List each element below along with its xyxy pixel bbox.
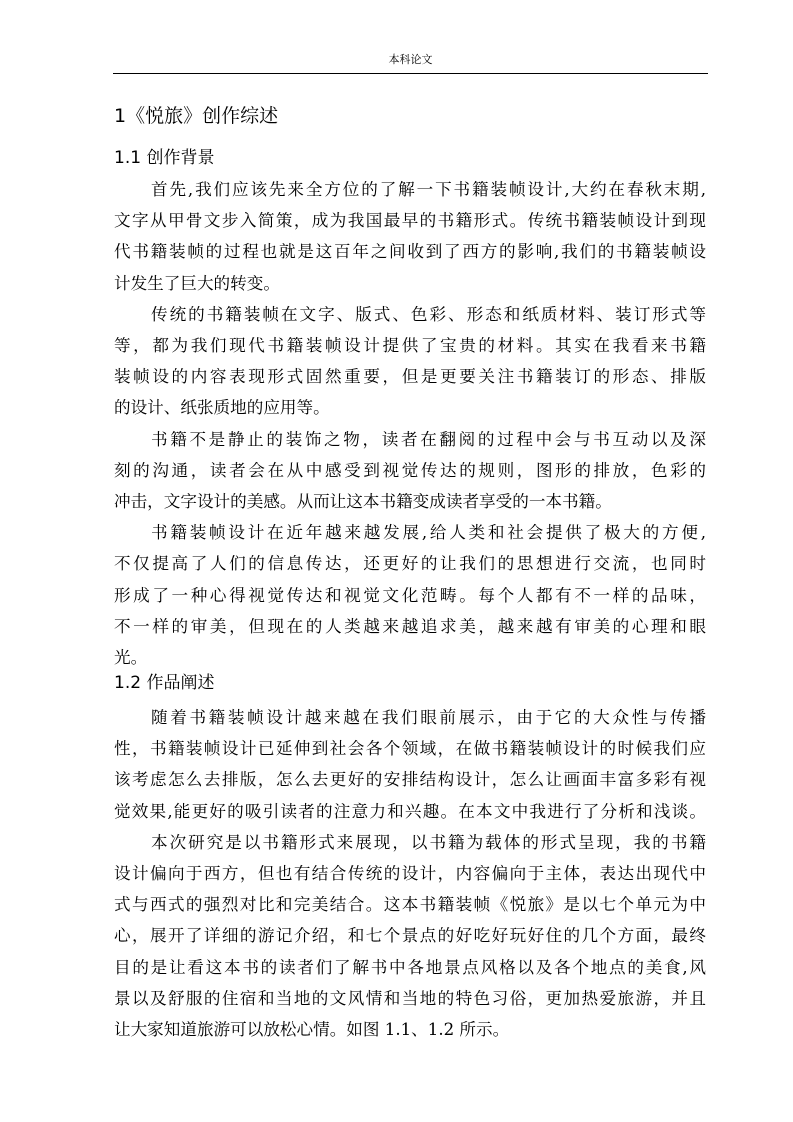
text-line: 设计偏向于西方，但也有结合传统的设计，内容偏向于主体，表达出现代中: [114, 863, 706, 883]
text-line: 代书籍装帧的过程也就是这百年之间收到了西方的影响,我们的书籍装帧设: [114, 242, 706, 262]
text-line: 书籍装帧设计在近年越来越发展,给人类和社会提供了极大的方便,: [151, 523, 706, 543]
text-line: 目的是让看这本书的读者们了解书中各地景点风格以及各个地点的美食,风: [114, 957, 706, 977]
text-line: 形成了一种心得视觉传达和视觉文化范畴。每个人都有不一样的品味，: [114, 585, 706, 605]
text-line: 性，书籍装帧设计已延伸到社会各个领域，在做书籍装帧设计的时候我们应: [114, 739, 706, 759]
text-line: 不仅提高了人们的信息传达，还更好的让我们的思想进行交流，也同时: [114, 554, 706, 574]
text-line: 文字从甲骨文步入简策，成为我国最早的书籍形式。传统书籍装帧设计到现: [114, 211, 706, 231]
text-line: 光。: [114, 647, 148, 667]
text-line: 冲击，文字设计的美感。从而让这本书籍变成读者享受的一本书籍。: [114, 491, 612, 511]
text-line: 等，都为我们现代书籍装帧设计提供了宝贵的材料。其实在我看来书籍: [114, 335, 706, 355]
section-heading-1-2: 1.2 作品阐述: [114, 673, 215, 693]
text-line: 让大家知道旅游可以放松心情。如图 1.1、1.2 所示。: [114, 1019, 510, 1039]
running-header: 本科论文: [388, 53, 433, 66]
text-line: 不一样的审美，但现在的人类越来越追求美，越来越有审美的心理和眼: [114, 616, 706, 636]
text-line: 计发生了巨大的转变。: [114, 273, 280, 293]
text-line: 景以及舒服的住宿和当地的文风情和当地的特色习俗，更加热爱旅游，并且: [114, 988, 706, 1008]
paragraph-1-1-1: [114, 174, 706, 299]
text-line: 刻的沟通，读者会在从中感受到视觉传达的规则，图形的排放，色彩的: [114, 460, 706, 480]
text-line: 本次研究是以书籍形式来展现，以书籍为载体的形式呈现，我的书籍: [151, 832, 706, 852]
text-line: 觉效果,能更好的吸引读者的注意力和兴趣。在本文中我进行了分析和浅谈。: [114, 801, 706, 821]
paragraph-1-1-4: [114, 517, 706, 673]
text-line: 传统的书籍装帧在文字、版式、色彩、形态和纸质材料、装订形式等: [151, 304, 706, 324]
chapter-title: 1《悦旅》创作综述: [114, 105, 279, 127]
text-line: 随着书籍装帧设计越来越在我们眼前展示，由于它的大众性与传播: [151, 708, 706, 727]
text-line: 装帧设的内容表现形式固然重要，但是更要关注书籍装订的形态、排版: [114, 367, 706, 387]
paragraph-1-1-2: [114, 299, 706, 424]
text-line: 式与西式的强烈对比和完美结合。这本书籍装帧《悦旅》是以七个单元为中: [114, 895, 706, 915]
paragraph-1-1-3: [114, 424, 706, 518]
text-line: 的设计、纸张质地的应用等。: [114, 398, 330, 418]
paragraph-1-2-1: [114, 702, 706, 827]
section-heading-1-1: 1.1 创作背景: [114, 148, 215, 168]
text-line: 首先,我们应该先来全方位的了解一下书籍装帧设计,大约在春秋末期,: [151, 180, 706, 199]
text-line: 该考虑怎么去排版，怎么去更好的安排结构设计，怎么让画面丰富多彩有视: [114, 770, 706, 790]
text-line: 书籍不是静止的装饰之物，读者在翻阅的过程中会与书互动以及深: [151, 429, 706, 449]
header-rule: [113, 73, 708, 74]
text-line: 心，展开了详细的游记介绍，和七个景点的好吃好玩好住的几个方面，最终: [114, 926, 706, 946]
paragraph-1-2-2: [114, 827, 706, 1045]
